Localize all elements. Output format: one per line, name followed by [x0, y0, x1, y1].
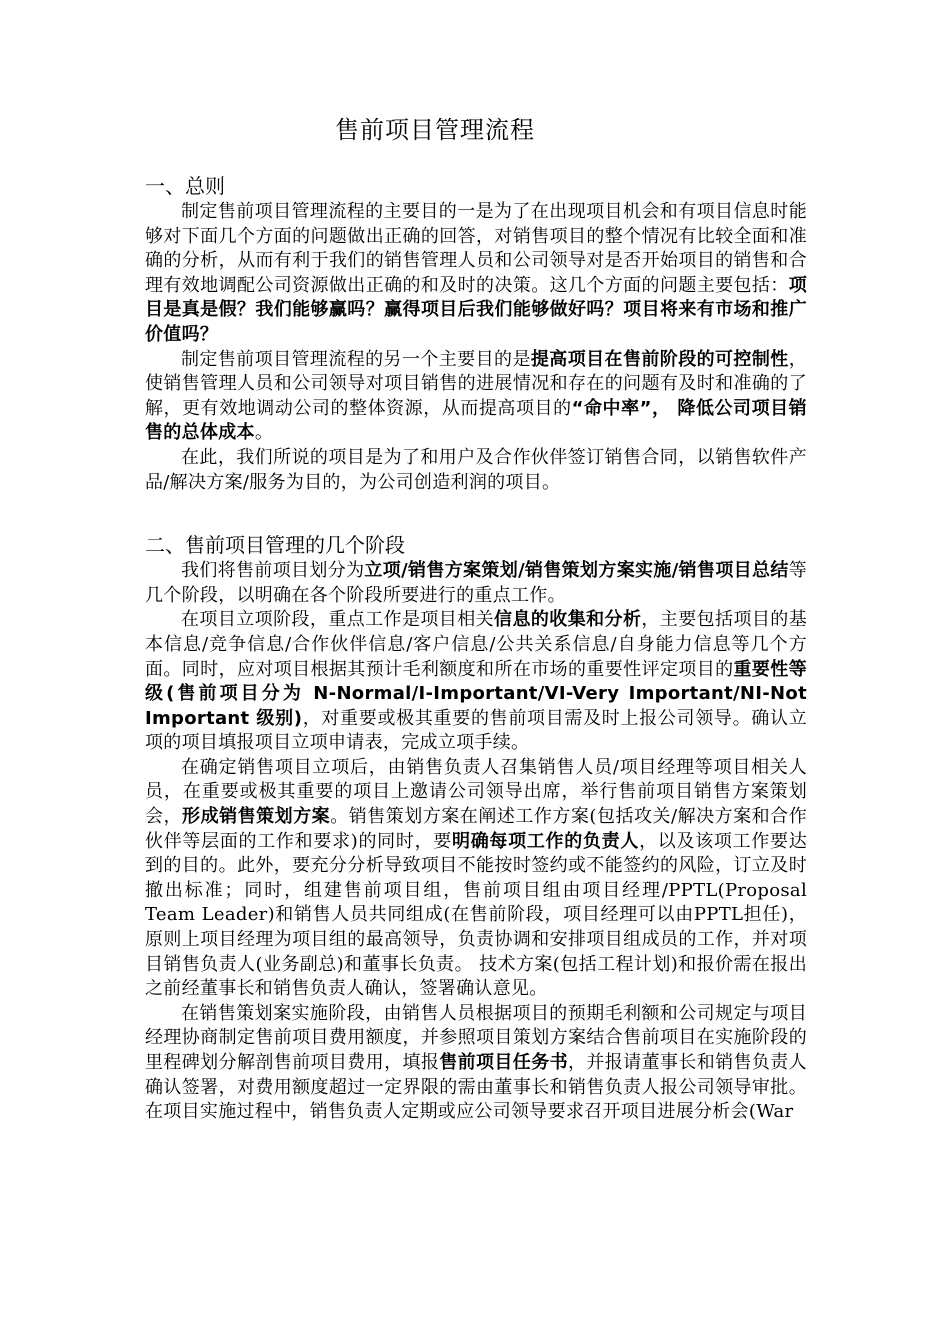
body-paragraph: [145, 608, 807, 756]
body-paragraph: [145, 756, 807, 1002]
bold-text-run: 售前项目任务书: [439, 1052, 568, 1073]
bold-text-run: 项目是真是假？我们能够赢吗？赢得项目后我们能够做好吗？项目将来有市场和推广价值吗？: [145, 274, 807, 345]
document-body: [145, 172, 807, 1125]
text-run: ，对重要或极其重要的售前项目需及时上报公司领导。确认立项的项目填报项目立项申请表，完成立项手续。: [145, 707, 807, 754]
text-run: ，使销售管理人员和公司领导对项目销售的进展情况和存在的问题有及时和准确的了解，更有效地调动公司的整体资源，从而提高项目的: [145, 348, 807, 419]
text-run: 制定售前项目管理流程的另一个主要目的是: [181, 348, 531, 370]
body-paragraph: [145, 1002, 807, 1125]
text-run: ，并报请董事长和销售负责人确认签署，对费用额度超过一定界限的需由董事长和销售负责人报公司领导审批。在项目实施过程中，销售负责人定期或应公司领导要求召开项目进展分析会(War: [145, 1052, 807, 1123]
text-run: 制定售前项目管理流程的主要目的一是为了在出现项目机会和有项目信息时能够对下面几个方面的问题做出正确的回答，对销售项目的整个情况有比较全面和准确的分析，从而有利于我们的销售管理人员和公司领导对是否开始项目的销售和合理有效地调配公司资源做出正确的和及时的决策。这几个方面的问题主要包括：: [145, 201, 807, 296]
text-run: ，主要包括项目的基本信息/竞争信息/合作伙伴信息/客户信息/公共关系信息/自身能力信息等几个方面。同时，应对项目根据其预计毛利额度和所在市场的重要性评定项目的: [145, 609, 807, 680]
bold-text-run: 重要性等级(售前项目分为 N-Normal/I-Important/VI-Very Important/NI-Not Important 级别): [145, 658, 807, 729]
bold-text-run: 信息的收集和分析: [494, 609, 642, 631]
text-run: 。销售策划方案在阐述工作方案(包括攻关/解决方案和合作伙伴等层面的工作和要求)的同时，要: [145, 806, 808, 852]
text-run: 等几个阶段，以明确在各个阶段所要进行的重点工作。: [145, 560, 807, 606]
body-paragraph: [145, 559, 807, 608]
text-run: 在确定销售项目立项后，由销售负责人召集销售人员/项目经理等项目相关人员，在重要或极其重要的项目上邀请公司领导出席，举行售前项目销售方案策划会，: [145, 756, 807, 828]
bold-text-run: 立项/销售方案策划/销售策划方案实施/销售项目总结: [364, 560, 789, 582]
body-paragraph: [145, 446, 807, 495]
body-paragraph: [145, 200, 807, 348]
text-run: ，以及该项工作要达到的目的。此外，要充分分析导致项目不能按时签约或不能签约的风险，订立及时撤出标准；同时，组建售前项目组，售前项目组由项目经理/PPTL(Proposal Team Leader)和销售人员共同组成(在售前阶段，项目经理可以由PPTL担任)，原则上项目经理为项目组的最高领导，负责协调和安排项目组成员的工作，并对项目销售负责人(业务副总)和董事长负责。 技术方案(包括工程计划)和报价需在报出之前经董事长和销售负责人确认，签署确认意见。: [145, 830, 808, 1000]
bold-text-run: 明确每项工作的负责人: [452, 830, 640, 852]
section-heading: 二、售前项目管理的几个阶段: [145, 533, 405, 558]
bold-text-run: “命中率”， 降低公司项目销售的总体成本: [145, 397, 807, 444]
text-run: 。: [254, 422, 274, 444]
section-heading: 一、总则: [145, 174, 225, 198]
text-run: 我们将售前项目划分为: [181, 560, 365, 582]
text-run: 在项目立项阶段，重点工作是项目相关: [181, 609, 495, 631]
bold-text-run: 形成销售策划方案: [182, 806, 331, 828]
body-paragraph: [145, 348, 807, 446]
text-run: 在此，我们所说的项目是为了和用户及合作伙伴签订销售合同，以销售软件产品/解决方案/服务为目的，为公司创造利润的项目。: [145, 446, 807, 493]
document-title: 售前项目管理流程: [335, 116, 535, 144]
text-run: 在销售策划案实施阶段，由销售人员根据项目的预期毛利额和公司规定与项目经理协商制定售前项目费用额度，并参照项目策划方案结合售前项目在实施阶段的里程碑划分解剖售前项目费用，填报: [145, 1002, 807, 1073]
bold-text-run: 提高项目在售前阶段的可控制性: [530, 348, 789, 370]
